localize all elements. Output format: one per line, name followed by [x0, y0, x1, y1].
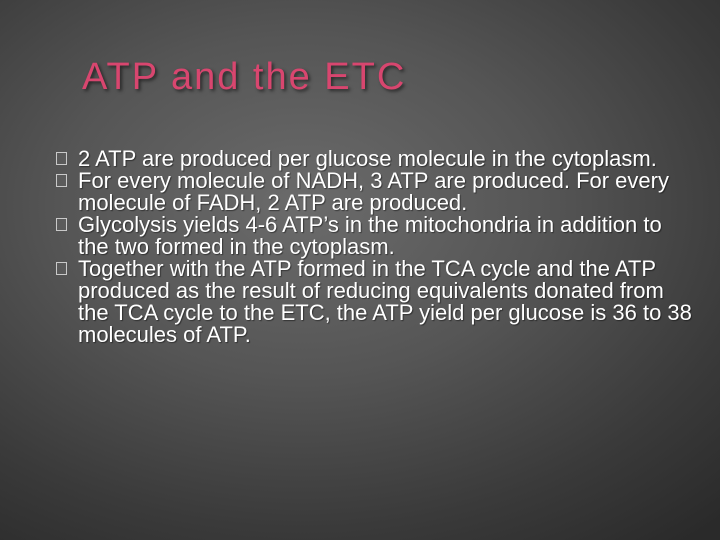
bullet-list — [78, 148, 698, 346]
square-bullet-icon — [56, 174, 67, 187]
bullet-text: 2 ATP are produced per glucose molecule in the cytoplasm. — [78, 146, 657, 171]
bullet-item — [78, 148, 698, 170]
bullet-text: Glycolysis yields 4-6 ATP’s in the mitochondria in addition to the two formed in the cytoplasm. — [78, 212, 662, 259]
square-bullet-icon — [56, 218, 67, 231]
slide-title: ATP and the ETC — [82, 56, 407, 98]
bullet-item — [78, 258, 698, 346]
square-bullet-icon — [56, 152, 67, 165]
bullet-item — [78, 214, 698, 258]
square-bullet-icon — [56, 262, 67, 275]
bullet-text: Together with the ATP formed in the TCA cycle and the ATP produced as the result of reducing equivalents donated from the TCA cycle to the ETC, the ATP yield per glucose is 36 to 38 molecules of ATP. — [78, 256, 692, 347]
bullet-item — [78, 170, 698, 214]
bullet-text: For every molecule of NADH, 3 ATP are produced. For every molecule of FADH, 2 ATP are produced. — [78, 168, 669, 215]
